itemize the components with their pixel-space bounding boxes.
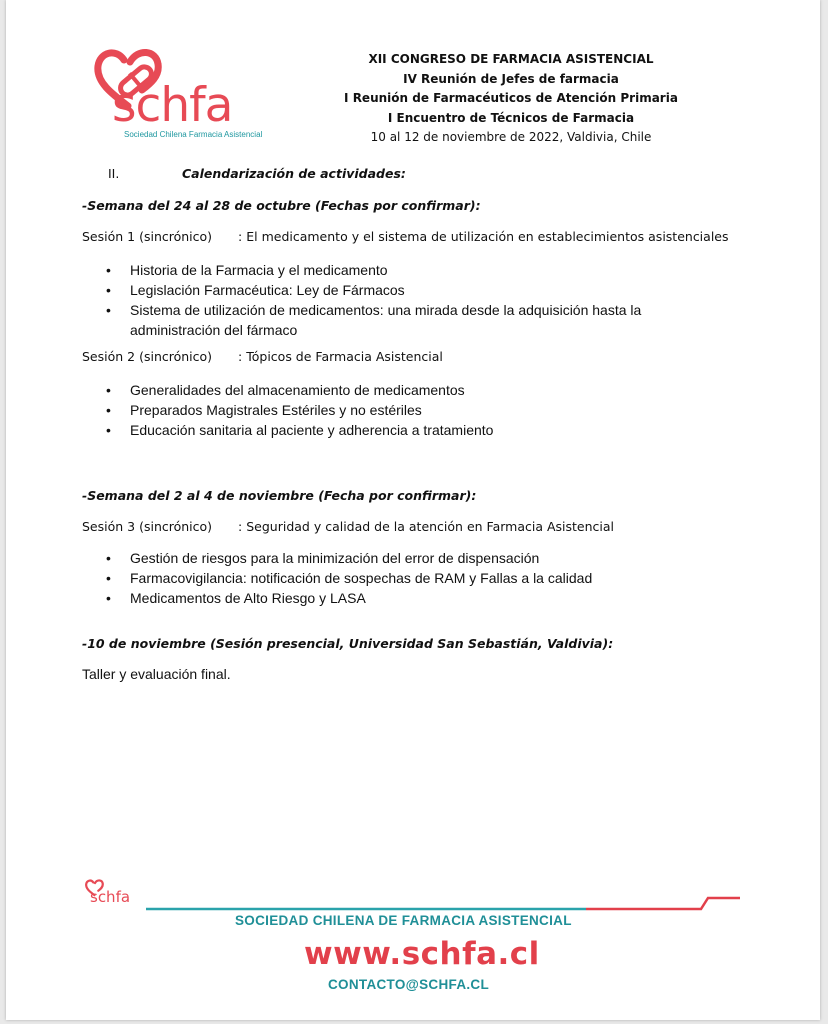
session2-topic: : Tópicos de Farmacia Asistencial (238, 349, 443, 364)
list-item: • Gestión de riesgos para la minimización del error de dispensación (82, 548, 722, 568)
list-item: • Educación sanitaria al paciente y adherencia a tratamiento (82, 420, 722, 440)
header-line-1: XII CONGRESO DE FARMACIA ASISTENCIAL (368, 52, 654, 66)
section-title: Calendarización de actividades: (182, 166, 406, 181)
list-item: • Sistema de utilización de medicamentos: una mirada desde la adquisición hasta la administración del fármaco (82, 300, 722, 340)
header-line-4: I Encuentro de Técnicos de Farmacia (387, 110, 635, 125)
header-line-2: IV Reunión de Jefes de farmacia (403, 71, 619, 86)
header-line-3: I Reunión de Farmacéuticos de Atención Primaria (344, 91, 678, 105)
session2-list (82, 380, 722, 440)
list-item: • Medicamentos de Alto Riesgo y LASA (82, 588, 722, 608)
logo-subtitle: Sociedad Chilena Farmacia Asistencial (124, 130, 263, 139)
session3-line (82, 519, 614, 534)
session3-list (82, 548, 722, 608)
list-item: • Legislación Farmacéutica: Ley de Fármacos (82, 280, 722, 300)
event-header (336, 50, 686, 148)
session1-label: Sesión 1 (sincrónico) (82, 229, 213, 244)
schfa-logo (86, 42, 266, 142)
list-item: • Historia de la Farmacia y el medicamento (82, 260, 722, 280)
logo-wordmark: schfa (112, 78, 233, 133)
section-number: II. (108, 166, 120, 181)
week2-title: -Semana del 2 al 4 de noviembre (Fecha por confirmar): (82, 488, 477, 503)
session2-label: Sesión 2 (sincrónico) (82, 349, 213, 364)
session2-line (82, 349, 443, 364)
footer-website-link[interactable]: www.schfa.cl (304, 936, 540, 972)
final-text: Taller y evaluación final. (82, 666, 231, 682)
session1-topic: : El medicamento y el sistema de utilización en establecimientos asistenciales (238, 229, 729, 244)
session1-list (82, 260, 722, 340)
footer-logo (84, 878, 144, 914)
list-item: • Generalidades del almacenamiento de medicamentos (82, 380, 722, 400)
session1-line (82, 229, 729, 244)
header-line-5: 10 al 12 de noviembre de 2022, Valdivia, Chile (370, 130, 652, 144)
list-item: • Preparados Magistrales Estériles y no estériles (82, 400, 722, 420)
footer-logo-wordmark: schfa (90, 888, 131, 906)
session3-topic: : Seguridad y calidad de la atención en Farmacia Asistencial (238, 519, 615, 534)
footer-org-name: SOCIEDAD CHILENA DE FARMACIA ASISTENCIAL (235, 913, 572, 928)
week1-title: -Semana del 24 al 28 de octubre (Fechas por confirmar): (82, 198, 481, 213)
footer-divider (146, 894, 746, 914)
footer-email-link[interactable]: CONTACTO@SCHFA.CL (328, 977, 490, 992)
document-page (6, 0, 820, 1020)
list-item: • Farmacovigilancia: notificación de sospechas de RAM y Fallas a la calidad (82, 568, 722, 588)
session3-label: Sesión 3 (sincrónico) (82, 519, 213, 534)
final-title: -10 de noviembre (Sesión presencial, Universidad San Sebastián, Valdivia): (82, 636, 614, 651)
